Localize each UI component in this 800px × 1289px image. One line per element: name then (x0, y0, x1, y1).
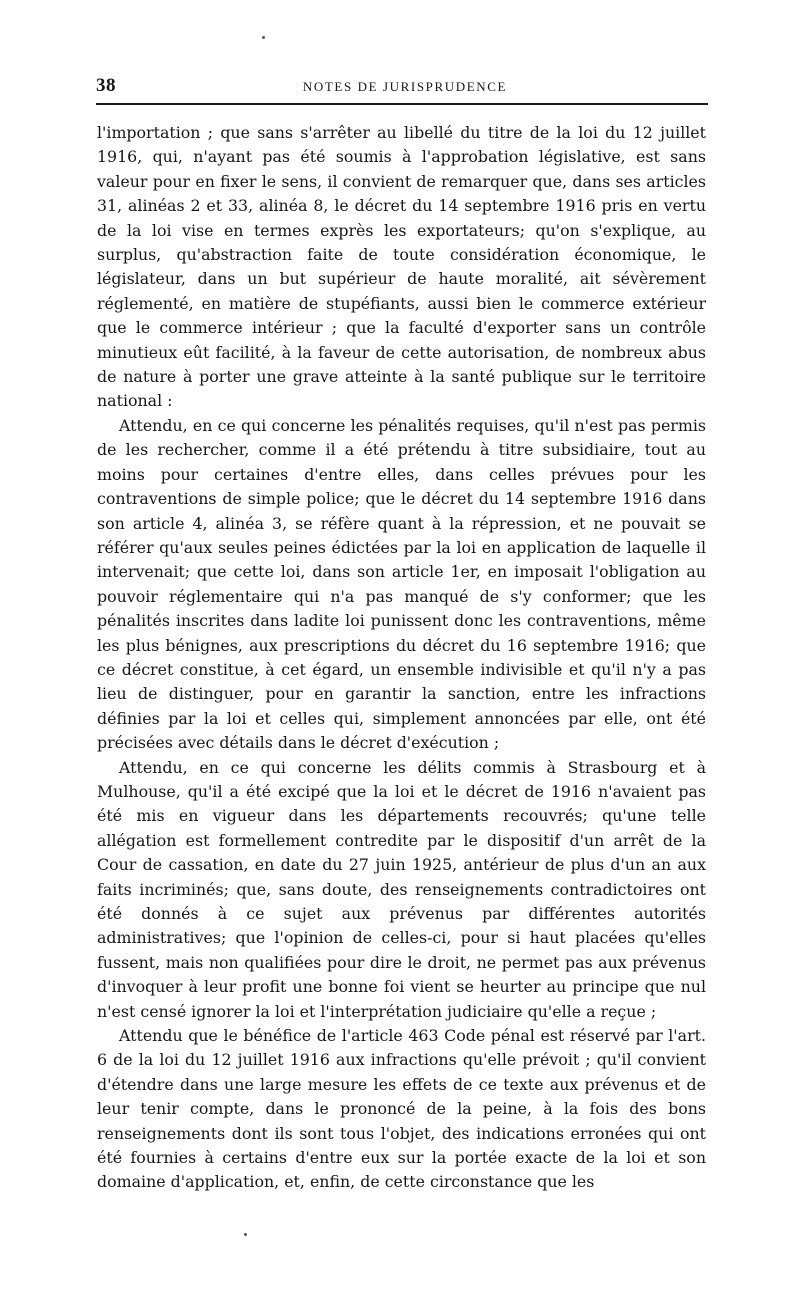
header-rule (96, 103, 708, 105)
paragraph-importation: l'importation ; que sans s'arrêter au libellé du titre de la loi du 12 juillet 1916, qui, n'ayant pas été soumis à l'approbation législative, est sans valeur pour en fixer le sens, il convient de remarquer que, dans ses articles 31, alinéas 2 et 33, alinéa 8, le décret du 14 septembre 1916 pris en vertu de la loi vise en termes exprès les exportateurs; qu'on s'explique, au surplus, qu'abstraction faite de toute considération économique, le législateur, dans un but supérieur de haute moralité, ait sévèrement réglementé, en matière de stupéfiants, aussi bien le commerce extérieur que le commerce intérieur ; que la faculté d'exporter sans un contrôle minutieux eût facilité, à la faveur de cette autorisation, de nombreux abus de nature à porter une grave atteinte à la santé publique sur le territoire national : (97, 123, 706, 411)
body-text (97, 121, 706, 1195)
speck-mark (244, 1233, 247, 1236)
paragraph-article-463: Attendu que le bénéfice de l'article 463 Code pénal est réservé par l'art. 6 de la loi du 12 juillet 1916 aux infractions qu'elle prévoit ; qu'il convient d'étendre dans une large mesure les effets de ce texte aux prévenus et de leur tenir compte, dans le prononcé de la peine, à la fois des bons renseignements dont ils sont tous l'objet, des indications erronées qui ont été fournies à certains d'entre eux sur la portée exacte de la loi et son domaine d'application, et, enfin, de cette circonstance que les (97, 1026, 706, 1192)
page-number: 38 (96, 75, 116, 96)
speck-mark (262, 36, 265, 39)
paragraph-delits-strasbourg: Attendu, en ce qui concerne les délits commis à Strasbourg et à Mulhouse, qu'il a été excipé que la loi et le décret de 1916 n'avaient pas été mis en vigueur dans les départements recouvrés; qu'une telle allégation est formellement contredite par le dispositif d'un arrêt de la Cour de cassation, en date du 27 juin 1925, antérieur de plus d'un an aux faits incriminés; que, sans doute, des renseignements contradictoires ont été donnés à ce sujet aux prévenus par différentes autorités administratives; que l'opinion de celles-ci, pour si haut placées qu'elles fussent, mais non qualifiées pour dire le droit, ne permet pas aux prévenus d'invoquer à leur profit une bonne foi vient se heurter au principe que nul n'est censé ignorer la loi et l'interprétation judiciaire qu'elle a reçue ; (97, 757, 706, 1021)
running-head: NOTES DE JURISPRUDENCE (302, 79, 508, 94)
paragraph-penalites: Attendu, en ce qui concerne les pénalités requises, qu'il n'est pas permis de les rechercher, comme il a été prétendu à titre subsidiaire, tout au moins pour certaines d'entre elles, dans celles prévues pour les contraventions de simple police; que le décret du 14 septembre 1916 dans son article 4, alinéa 3, se réfère quant à la répression, et ne pouvait se référer qu'aux seules peines édictées par la loi en application de laquelle il intervenait; que cette loi, dans son article 1er, en imposait l'obligation au pouvoir réglementaire qui n'a pas manqué de s'y conformer; que les pénalités inscrites dans ladite loi punissent donc les contraventions, même les plus bénignes, aux prescriptions du décret du 16 septembre 1916; que ce décret constitue, à cet égard, un ensemble indivisible et qu'il n'y a pas lieu de distinguer, pour en garantir la sanction, entre les infractions définies par la loi et celles qui, simplement annoncées par elle, ont été précisées avec détails dans le décret d'exécution ; (97, 415, 706, 753)
